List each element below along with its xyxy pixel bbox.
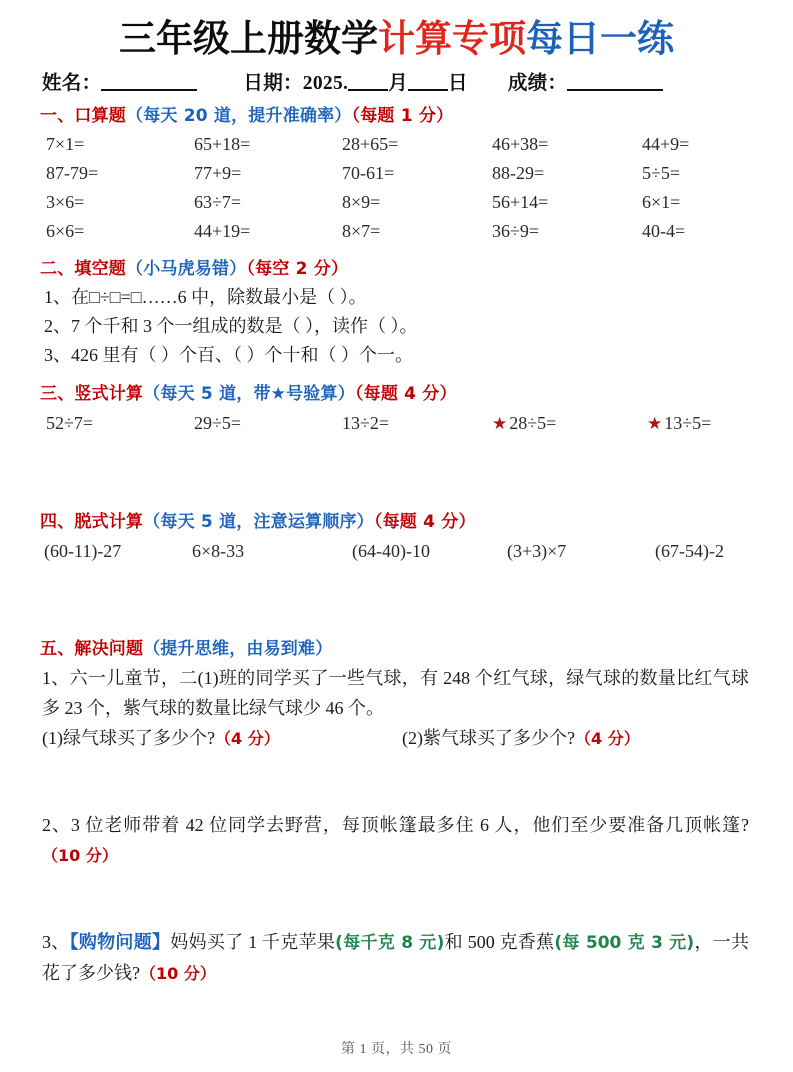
score-input-line[interactable] [567,89,663,91]
date-label: 日期：2025. [243,73,349,95]
word-problem-2-workspace[interactable] [24,871,769,927]
section-2-points: （每空 2 分） [246,259,349,280]
expression-problem: (64-40)-10 [352,541,430,562]
vertical-problem-text: 13÷5= [664,413,712,434]
section-heading-word-problems [24,634,769,659]
section-4-points: （每题 4 分） [373,512,476,533]
expression-problem: 6×8-33 [192,541,245,562]
date-field-group [243,67,467,95]
fill-blank-item: 1、在□÷□=□……6 中，除数最小是（ ）。 [44,287,367,308]
oral-problem: 8×7= [342,221,381,242]
word-problem-1-q1-text: (1)绿气球买了多少个? [42,728,215,749]
expression-problem: (67-54)-2 [655,541,724,562]
vertical-problem [46,408,194,439]
word-problem-3-price-banana: (每 500 克 3 元) [554,933,695,954]
student-info-row [24,67,769,95]
vertical-problem [492,408,647,439]
oral-problem: 7×1= [46,134,85,155]
word-problem-3-seg2: 和 500 克香蕉 [444,932,555,953]
section-5-note: （提升思维，由易到难） [143,639,333,660]
section-5-title: 五、解决问题 [40,639,144,660]
title-part-subject: 三年级上册数学 [119,17,378,60]
word-problem-3-seg3: ，一共花了多少钱? [42,932,750,984]
page-title [24,18,769,59]
word-problem-2 [24,810,769,871]
oral-problem: 65+18= [194,134,251,155]
oral-problem: 87-79= [46,163,99,184]
oral-problem: 36÷9= [492,221,540,242]
fill-blank-item: 3、426 里有（ ）个百、（ ）个十和（ ）个一。 [44,345,413,366]
oral-problem: 3×6= [46,192,85,213]
star-icon: ★ [492,414,508,434]
word-problem-3-points: （10 分） [140,964,216,984]
word-problem-3-price-apple: (每千克 8 元) [335,933,445,954]
oral-problem: 6×6= [46,221,85,242]
word-problem-1-q1 [42,723,402,754]
expression-problem: (3+3)×7 [507,541,567,562]
oral-problem: 70-61= [342,163,395,184]
name-label: 姓名： [42,73,102,95]
name-input-line[interactable] [101,89,197,91]
vertical-problem-text: 28÷5= [509,413,557,434]
word-problem-1-q1-points: （4 分） [214,729,280,749]
oral-problem: 28+65= [342,134,399,155]
section-heading-vertical-calc [24,379,769,404]
vertical-problem [647,408,793,439]
oral-problem: 63÷7= [194,192,242,213]
expression-calc-row [24,536,769,566]
word-problem-1-workspace[interactable] [24,754,769,810]
word-problem-1-body: 1、六一儿童节，二(1)班的同学买了一些气球，有 248 个红气球，绿气球的数量比红气球多 23 个，紫气球的数量比绿气球少 46 个。 [42,668,749,719]
page-footer: 第 1 页，共 50 页 [341,1042,452,1057]
word-problem-1-q2-points: （4 分） [574,729,640,749]
title-part-daily: 每日一练 [526,17,674,60]
word-problem-3-number: 3、 [42,932,70,953]
section-2-title: 二、填空题 [40,259,126,280]
oral-problem: 40-4= [642,221,686,242]
section-1-points: （每题 1 分） [351,106,454,127]
section-heading-oral [24,101,769,126]
oral-problem: 77+9= [194,163,242,184]
word-problem-3-seg1: 妈妈买了 1 千克苹果 [170,932,336,953]
oral-problem: 5÷5= [642,163,681,184]
oral-problem: 6×1= [642,192,681,213]
expression-calc-workspace[interactable] [24,566,769,634]
title-part-focus: 计算专项 [378,17,526,60]
section-4-note: （每天 5 道，注意运算顺序） [143,512,374,533]
vertical-problem-text: 13÷2= [342,413,390,434]
star-icon: ★ [647,414,663,434]
date-day-unit: 日 [448,73,468,95]
oral-problem: 8×9= [342,192,381,213]
oral-problem: 88-29= [492,163,545,184]
word-problem-1-subquestions [24,723,769,754]
oral-problem: 56+14= [492,192,549,213]
vertical-calc-workspace[interactable] [24,439,769,507]
date-day-input-line[interactable] [408,89,448,91]
oral-problem: 46+38= [492,134,549,155]
word-problem-3-tag: 【购物问题】 [69,932,171,954]
section-4-title: 四、脱式计算 [40,512,144,533]
section-1-title: 一、口算题 [40,106,126,127]
fill-blank-item: 2、7 个千和 3 个一组成的数是（ ），读作（ ）。 [44,316,418,337]
section-heading-fill-blank [24,254,769,279]
vertical-calc-row [24,408,769,439]
word-problem-1-q2-text: (2)紫气球买了多少个? [402,728,575,749]
oral-problem: 44+9= [642,134,690,155]
oral-problems-grid [24,130,769,246]
word-problem-3 [24,927,769,989]
section-heading-expression-calc [24,507,769,532]
section-3-points: （每题 4 分） [354,384,457,405]
section-2-note: （小马虎易错） [126,259,247,280]
expression-problem: (60-11)-27 [44,541,122,562]
score-label: 成绩： [507,73,568,95]
section-1-note: （每天 20 道，提升准确率） [126,106,352,127]
word-problem-2-points: （10 分） [42,846,118,866]
word-problem-1-q2 [402,723,640,754]
vertical-problem [194,408,342,439]
section-3-note: （每天 5 道，带★号验算） [143,384,355,405]
date-month-unit: 月 [388,73,408,95]
oral-problem: 44+19= [194,221,251,242]
vertical-problem-text: 52÷7= [46,413,94,434]
score-field-group [508,67,663,95]
word-problem-2-text: 2、3 位老师带着 42 位同学去野营，每顶帐篷最多住 6 人，他们至少要准备几顶帐篷? [42,815,749,836]
vertical-problem [342,408,492,439]
date-month-input-line[interactable] [348,89,388,91]
section-3-title: 三、竖式计算 [40,384,144,405]
vertical-problem-text: 29÷5= [194,413,242,434]
name-field-group [42,67,197,95]
